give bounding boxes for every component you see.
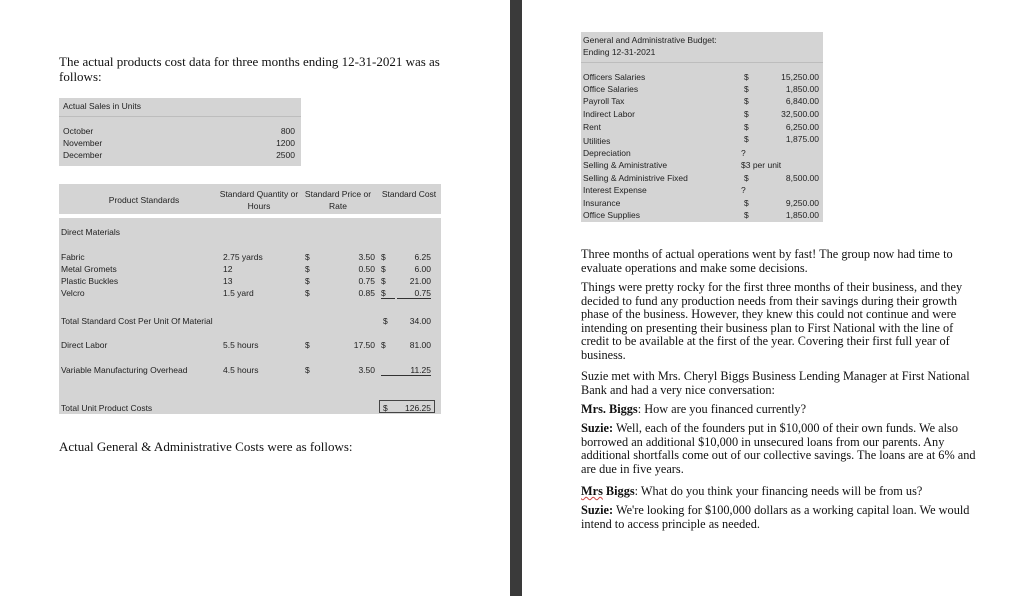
budget-subtitle: Ending 12-31-2021 bbox=[583, 47, 656, 57]
budget-label: Depreciation bbox=[583, 148, 631, 158]
header-price: Standard Price or Rate bbox=[304, 189, 372, 211]
material-name: Metal Gromets bbox=[61, 264, 117, 274]
material-price: 0.75 bbox=[358, 276, 375, 286]
material-price: 0.85 bbox=[358, 288, 375, 298]
budget-amount: 6,840.00 bbox=[785, 96, 819, 106]
material-currency: $ bbox=[305, 264, 310, 274]
direct-labor-cost: 81.00 bbox=[409, 340, 431, 350]
sales-units: 800 bbox=[280, 126, 295, 136]
material-currency: $ bbox=[305, 276, 310, 286]
budget-label: Officers Salaries bbox=[583, 72, 646, 82]
budget-label: Rent bbox=[583, 122, 601, 132]
budget-currency: $ bbox=[744, 122, 749, 132]
speaker-name: Suzie: bbox=[581, 503, 614, 517]
material-cost: 6.00 bbox=[414, 264, 431, 274]
sales-units: 1200 bbox=[276, 138, 295, 148]
budget-label: Selling & Administrive Fixed bbox=[583, 173, 688, 183]
material-price: 3.50 bbox=[358, 252, 375, 262]
overhead-qty: 4.5 hours bbox=[223, 365, 259, 375]
budget-currency: $ bbox=[744, 134, 749, 144]
budget-currency: $3 per unit bbox=[741, 160, 782, 170]
material-qty: 13 bbox=[223, 276, 233, 286]
speaker-name-part: Biggs bbox=[602, 484, 635, 498]
overhead-rate: 3.50 bbox=[358, 365, 375, 375]
direct-materials-label: Direct Materials bbox=[61, 227, 121, 237]
ga-intro-text: Actual General & Administrative Costs were as follows: bbox=[59, 439, 353, 454]
budget-amount: 6,250.00 bbox=[785, 122, 819, 132]
paragraph-meeting: Suzie met with Mrs. Cheryl Biggs Business Lending Manager at First National Bank and had a very nice conversation: bbox=[581, 369, 970, 397]
speaker-name-part: Mrs bbox=[581, 484, 603, 498]
material-cost: 21.00 bbox=[409, 276, 431, 286]
material-qty: 1.5 yard bbox=[223, 288, 254, 298]
standards-table bbox=[59, 218, 441, 414]
budget-amount: 1,850.00 bbox=[785, 84, 819, 94]
budget-currency: $ bbox=[744, 109, 749, 119]
standards-header bbox=[59, 184, 441, 214]
material-cost: 6.25 bbox=[414, 252, 431, 262]
material-price: 0.50 bbox=[358, 264, 375, 274]
dialogue-text: : What do you think your financing needs will be from us? bbox=[634, 484, 923, 498]
budget-label: Indirect Labor bbox=[583, 109, 635, 119]
header-product: Product Standards bbox=[108, 195, 180, 205]
direct-labor-rate: 17.50 bbox=[353, 340, 375, 350]
dialogue-suzie-1 bbox=[581, 422, 981, 476]
material-cost: 0.75 bbox=[397, 288, 431, 299]
budget-label: Interest Expense bbox=[583, 185, 647, 195]
material-qty: 2.75 yards bbox=[223, 252, 263, 262]
direct-labor-qty: 5.5 hours bbox=[223, 340, 259, 350]
budget-label: Office Supplies bbox=[583, 210, 641, 220]
dialogue-text: We're looking for $100,000 dollars as a working capital loan. We would intend to access principle as needed. bbox=[581, 503, 970, 531]
material-name: Velcro bbox=[61, 288, 85, 298]
material-currency: $ bbox=[381, 252, 386, 262]
total-unit-label: Total Unit Product Costs bbox=[61, 403, 153, 413]
right-page bbox=[522, 0, 1024, 596]
material-currency: $ bbox=[381, 288, 395, 299]
budget-currency: ? bbox=[741, 185, 746, 195]
sales-month: December bbox=[63, 150, 103, 160]
material-name: Plastic Buckles bbox=[61, 276, 119, 286]
budget-currency: $ bbox=[744, 84, 749, 94]
budget-label: Selling & Aministrative bbox=[583, 160, 668, 170]
budget-amount: 1,875.00 bbox=[785, 134, 819, 144]
dialogue-text: : How are you financed currently? bbox=[637, 402, 807, 416]
total-unit-cost: 126.25 bbox=[405, 403, 431, 413]
total-material-cost: 34.00 bbox=[409, 316, 431, 326]
material-currency: $ bbox=[305, 288, 310, 298]
budget-amount: 32,500.00 bbox=[781, 109, 819, 119]
budget-amount: 15,250.00 bbox=[781, 72, 819, 82]
budget-label: Office Salaries bbox=[583, 84, 639, 94]
budget-currency: $ bbox=[744, 210, 749, 220]
left-page bbox=[0, 0, 510, 596]
dialogue-text: Well, each of the founders put in $10,000 of their own funds. We also borrowed an additional $10,000 in unsecured loans from our parents. Any additional shortfalls come out of our collective savings. The loans are at 6% and are due in five years. bbox=[581, 421, 976, 476]
speaker-name: Suzie: bbox=[581, 421, 614, 435]
sales-month: October bbox=[63, 126, 94, 136]
material-currency: $ bbox=[381, 276, 386, 286]
dialogue-suzie-2 bbox=[581, 504, 981, 531]
budget-label: Utilities bbox=[583, 136, 611, 146]
budget-currency: $ bbox=[744, 72, 749, 82]
material-currency: $ bbox=[381, 264, 386, 274]
ga-budget-table bbox=[581, 32, 823, 222]
budget-currency: $ bbox=[744, 198, 749, 208]
budget-amount: 9,250.00 bbox=[785, 198, 819, 208]
header-cost: Standard Cost bbox=[381, 189, 437, 199]
budget-currency: $ bbox=[744, 173, 749, 183]
overhead-cost: 11.25 bbox=[381, 365, 431, 376]
budget-amount: 1,850.00 bbox=[785, 210, 819, 220]
overhead-currency: $ bbox=[305, 365, 310, 375]
total-material-label: Total Standard Cost Per Unit Of Material bbox=[61, 316, 213, 326]
budget-label: Insurance bbox=[583, 198, 621, 208]
direct-labor-currency: $ bbox=[381, 340, 386, 350]
budget-label: Payroll Tax bbox=[583, 96, 625, 106]
sales-table bbox=[59, 98, 301, 166]
direct-labor-label: Direct Labor bbox=[61, 340, 108, 350]
budget-title: General and Administrative Budget: bbox=[583, 35, 717, 45]
direct-labor-currency: $ bbox=[305, 340, 310, 350]
sales-month: November bbox=[63, 138, 103, 148]
material-qty: 12 bbox=[223, 264, 233, 274]
page-divider bbox=[510, 0, 522, 596]
sales-units: 2500 bbox=[276, 150, 295, 160]
overhead-label: Variable Manufacturing Overhead bbox=[61, 365, 188, 375]
dialogue-biggs-2 bbox=[581, 485, 981, 499]
material-name: Fabric bbox=[61, 252, 85, 262]
dialogue-biggs-1 bbox=[581, 403, 981, 417]
speaker-name: Mrs. Biggs bbox=[581, 402, 638, 416]
material-currency: $ bbox=[305, 252, 310, 262]
budget-currency: ? bbox=[741, 148, 746, 158]
paragraph-rocky-start: Things were pretty rocky for the first three months of their business, and they decided to fund any production needs from their savings during their growth phase of the business. However, they knew this could not continue and were intending on presenting their business plan to First National with the line of credit to be available at the first of the year. Covering their first full year of business. bbox=[581, 280, 963, 362]
header-qty: Standard Quantity or Hours bbox=[219, 189, 299, 211]
speaker-name bbox=[581, 484, 635, 498]
total-unit-currency: $ bbox=[383, 403, 388, 413]
total-material-currency: $ bbox=[383, 316, 388, 326]
budget-currency: $ bbox=[744, 96, 749, 106]
intro-text: The actual products cost data for three months ending 12-31-2021 was as follows: bbox=[59, 54, 440, 84]
budget-amount: 8,500.00 bbox=[785, 173, 819, 183]
paragraph-operations: Three months of actual operations went by fast! The group now had time to evaluate operations and make some decisions. bbox=[581, 247, 953, 275]
sales-title: Actual Sales in Units bbox=[63, 101, 141, 111]
